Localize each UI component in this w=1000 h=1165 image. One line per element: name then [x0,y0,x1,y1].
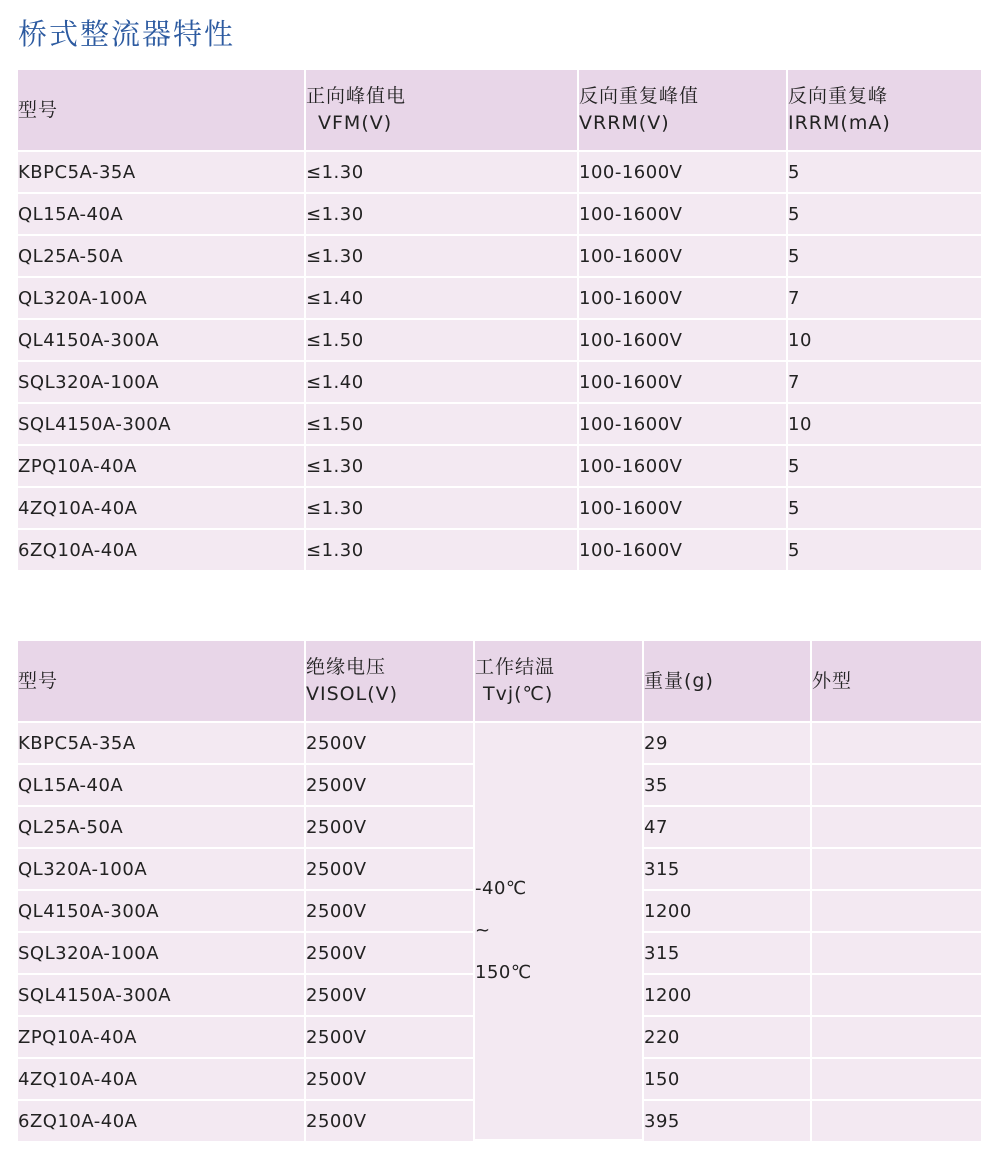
cell-vrrm: 100-1600V [579,404,788,446]
rectifier-characteristics-table [18,70,981,570]
cell-shape [812,765,981,807]
cell-visol: 2500V [306,975,475,1017]
cell-weight: 315 [644,849,812,891]
cell-model: SQL320A-100A [18,362,306,404]
header-vrrm: 反向重复峰值 VRRM(V) [579,70,788,152]
header-weight: 重量(g) [644,641,812,723]
cell-visol: 2500V [306,1059,475,1101]
cell-shape [812,975,981,1017]
header-vfm: 正向峰值电 VFM(V) [306,70,579,152]
cell-vfm: ≤1.30 [306,488,579,530]
header-irrm: 反向重复峰 IRRM(mA) [788,70,981,152]
cell-shape [812,807,981,849]
cell-shape [812,891,981,933]
header-visol: 绝缘电压 VISOL(V) [306,641,475,723]
cell-visol: 2500V [306,849,475,891]
cell-vfm: ≤1.30 [306,236,579,278]
header-tvj: 工作结温 Tvj(℃) [475,641,644,723]
cell-visol: 2500V [306,723,475,765]
cell-model: QL15A-40A [18,765,306,807]
cell-vrrm: 100-1600V [579,152,788,194]
tvj-line1: -40℃ [475,878,527,899]
cell-irrm: 5 [788,530,981,570]
table-row [18,530,981,570]
cell-model: 6ZQ10A-40A [18,530,306,570]
cell-irrm: 7 [788,362,981,404]
cell-irrm: 5 [788,194,981,236]
page-title: 桥式整流器特性 [18,17,236,51]
tvj-line3: 150℃ [475,962,532,983]
cell-model: SQL4150A-300A [18,975,306,1017]
cell-shape [812,933,981,975]
cell-vrrm: 100-1600V [579,194,788,236]
cell-model: KBPC5A-35A [18,723,306,765]
cell-irrm: 10 [788,320,981,362]
tvj-line2: ~ [475,920,491,941]
cell-visol: 2500V [306,933,475,975]
cell-vfm: ≤1.40 [306,278,579,320]
table-row [18,446,981,488]
cell-shape [812,1101,981,1141]
cell-model: KBPC5A-35A [18,152,306,194]
cell-irrm: 7 [788,278,981,320]
cell-model: QL4150A-300A [18,320,306,362]
cell-irrm: 10 [788,404,981,446]
cell-weight: 1200 [644,891,812,933]
cell-irrm: 5 [788,152,981,194]
cell-visol: 2500V [306,807,475,849]
rectifier-physical-table [18,641,981,1141]
cell-model: ZPQ10A-40A [18,446,306,488]
cell-visol: 2500V [306,1101,475,1141]
cell-vrrm: 100-1600V [579,446,788,488]
cell-vfm: ≤1.30 [306,152,579,194]
cell-vrrm: 100-1600V [579,236,788,278]
cell-model: ZPQ10A-40A [18,1017,306,1059]
cell-vfm: ≤1.30 [306,530,579,570]
cell-weight: 35 [644,765,812,807]
cell-vfm: ≤1.50 [306,320,579,362]
table-header-row [18,641,981,723]
header-model: 型号 [18,70,306,152]
cell-weight: 1200 [644,975,812,1017]
cell-irrm: 5 [788,236,981,278]
cell-model: QL4150A-300A [18,891,306,933]
table-row [18,488,981,530]
cell-model: QL320A-100A [18,849,306,891]
cell-model: 6ZQ10A-40A [18,1101,306,1141]
table-row [18,362,981,404]
cell-tvj-range [475,723,644,1141]
header-model: 型号 [18,641,306,723]
cell-visol: 2500V [306,765,475,807]
cell-vrrm: 100-1600V [579,362,788,404]
cell-model: QL320A-100A [18,278,306,320]
cell-model: QL15A-40A [18,194,306,236]
table-row [18,194,981,236]
cell-irrm: 5 [788,488,981,530]
header-shape: 外型 [812,641,981,723]
cell-weight: 315 [644,933,812,975]
table-row [18,152,981,194]
cell-model: 4ZQ10A-40A [18,488,306,530]
cell-weight: 220 [644,1017,812,1059]
table-header-row [18,70,981,152]
cell-vfm: ≤1.30 [306,446,579,488]
cell-model: SQL4150A-300A [18,404,306,446]
table-row [18,278,981,320]
cell-model: QL25A-50A [18,236,306,278]
cell-visol: 2500V [306,891,475,933]
table-row [18,723,981,765]
cell-vrrm: 100-1600V [579,530,788,570]
cell-shape [812,1059,981,1101]
cell-vfm: ≤1.30 [306,194,579,236]
cell-model: QL25A-50A [18,807,306,849]
table-row [18,320,981,362]
cell-model: SQL320A-100A [18,933,306,975]
cell-vrrm: 100-1600V [579,320,788,362]
cell-weight: 150 [644,1059,812,1101]
cell-model: 4ZQ10A-40A [18,1059,306,1101]
cell-visol: 2500V [306,1017,475,1059]
cell-shape [812,849,981,891]
cell-vfm: ≤1.50 [306,404,579,446]
cell-weight: 47 [644,807,812,849]
cell-shape [812,723,981,765]
cell-shape [812,1017,981,1059]
cell-vrrm: 100-1600V [579,488,788,530]
cell-vfm: ≤1.40 [306,362,579,404]
cell-irrm: 5 [788,446,981,488]
table-row [18,236,981,278]
cell-weight: 29 [644,723,812,765]
cell-vrrm: 100-1600V [579,278,788,320]
table-row [18,404,981,446]
cell-weight: 395 [644,1101,812,1141]
